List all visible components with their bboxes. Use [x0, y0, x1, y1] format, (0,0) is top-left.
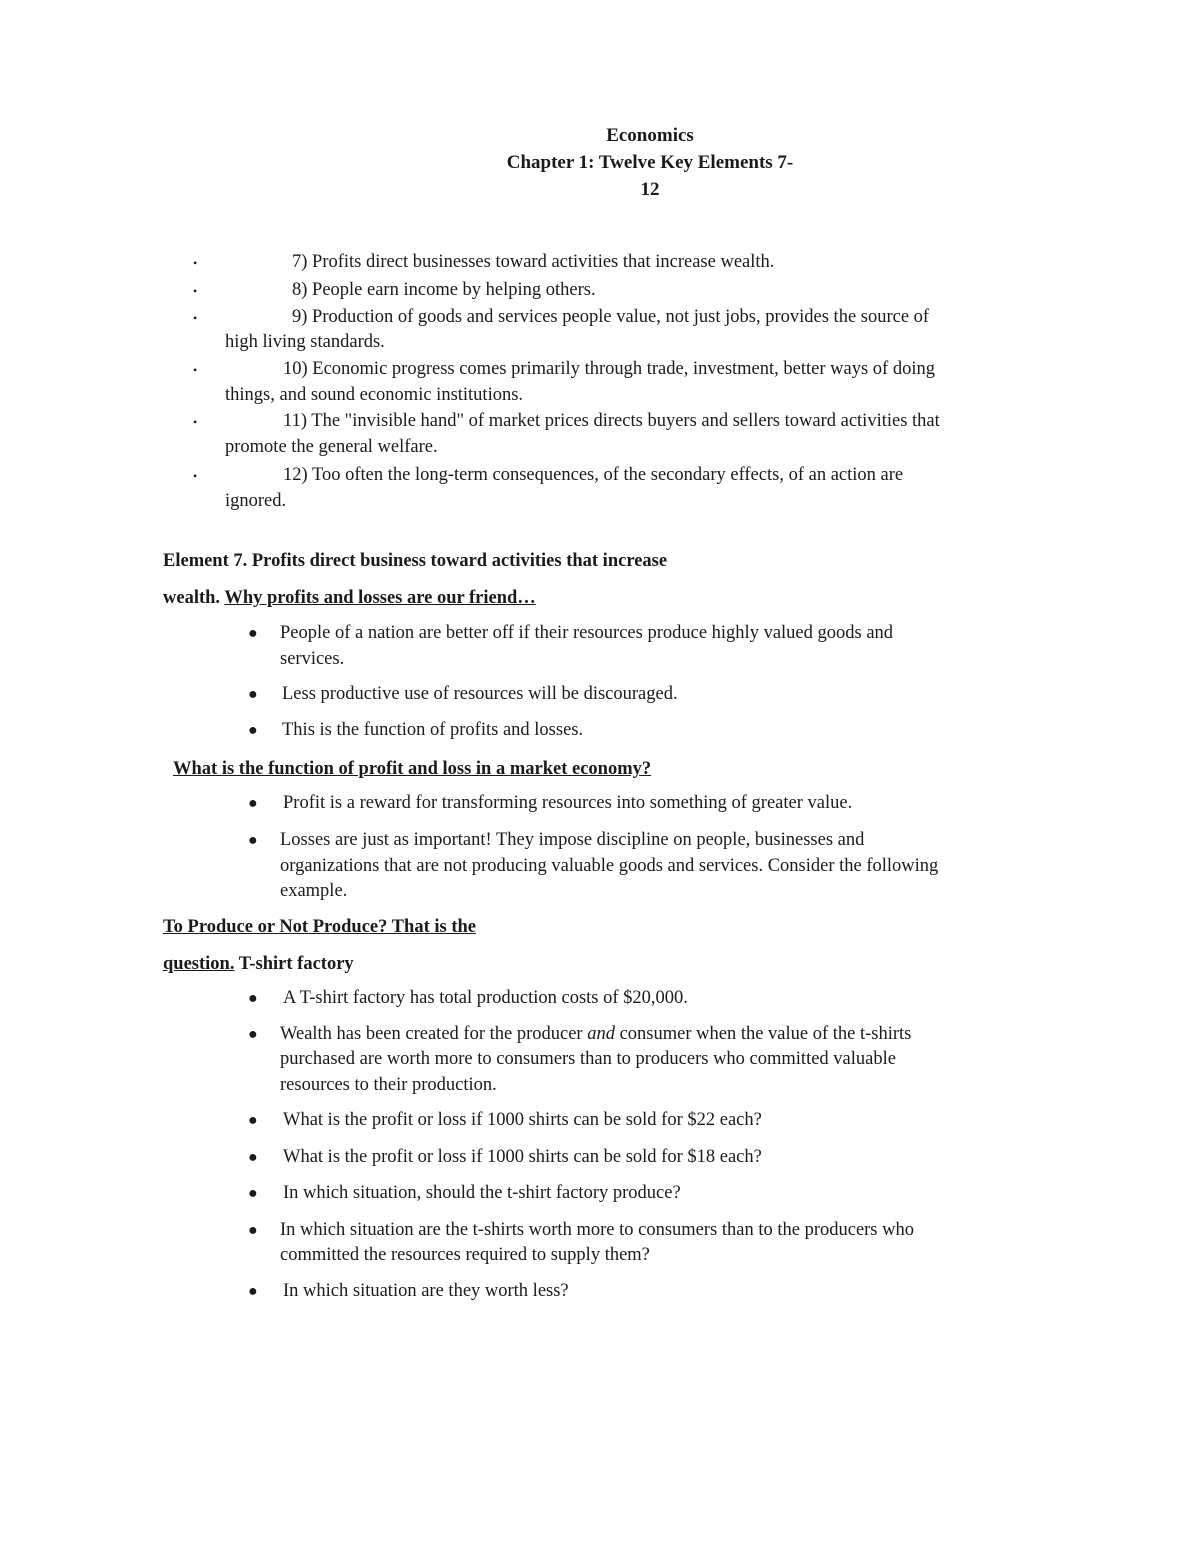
tshirt-heading-subject: T-shirt factory — [238, 954, 354, 974]
bullet-icon: • — [193, 415, 198, 429]
element7-bullet-2: Less productive use of resources will be discouraged. — [282, 684, 678, 704]
key-element-11-continued: promote the general welfare. — [225, 437, 438, 457]
tshirt-bullet-6-continued: committed the resources required to supply them? — [280, 1245, 650, 1265]
bullet-icon: ● — [248, 795, 258, 812]
key-element-11: 11) The "invisible hand" of market prices directs buyers and sellers toward activities that — [283, 411, 940, 431]
function-bullet-2-continued: organizations that are not producing valuable goods and services. Consider the following — [280, 856, 939, 876]
bullet-icon: ● — [248, 1026, 258, 1043]
tshirt-bullet-6: In which situation are the t-shirts worth more to consumers than to the producers who — [280, 1220, 914, 1240]
tshirt-bullet-2 — [280, 1024, 911, 1045]
element7-bullet-1-continued: services. — [280, 649, 345, 669]
tshirt-bullet-2-continued: purchased are worth more to consumers than to producers who committed valuable — [280, 1049, 896, 1069]
bullet-icon: ● — [248, 1112, 258, 1129]
key-element-12-continued: ignored. — [225, 491, 287, 511]
key-element-10: 10) Economic progress comes primarily through trade, investment, better ways of doing — [283, 359, 935, 379]
key-element-8: 8) People earn income by helping others. — [292, 280, 596, 300]
element7-heading-continued — [163, 588, 536, 609]
tshirt-bullet-2-post: consumer when the value of the t-shirts — [614, 1024, 912, 1044]
bullet-icon: ● — [248, 990, 258, 1007]
function-bullet-2-continued: example. — [280, 881, 348, 901]
tshirt-bullet-1: A T-shirt factory has total production costs of $20,000. — [283, 988, 688, 1008]
key-element-9-continued: high living standards. — [225, 332, 385, 352]
bullet-icon: • — [193, 363, 198, 377]
function-bullet-1: Profit is a reward for transforming resources into something of greater value. — [283, 793, 853, 813]
element7-heading-lead: wealth. — [163, 588, 221, 608]
chapter-title-continued: 12 — [640, 179, 660, 200]
bullet-icon: • — [193, 311, 198, 325]
bullet-icon: ● — [248, 1149, 258, 1166]
bullet-icon: ● — [248, 686, 258, 703]
element7-bullet-1: People of a nation are better off if their resources produce highly valued goods and — [280, 623, 894, 643]
document-title: Economics — [606, 125, 694, 146]
bullet-icon: ● — [248, 625, 258, 642]
tshirt-bullet-5: In which situation, should the t-shirt factory produce? — [283, 1183, 681, 1203]
element7-subheading: Why profits and losses are our friend… — [224, 588, 536, 608]
function-bullet-2: Losses are just as important! They impose discipline on people, businesses and — [280, 830, 865, 850]
key-element-10-continued: things, and sound economic institutions. — [225, 385, 524, 405]
tshirt-bullet-4: What is the profit or loss if 1000 shirts can be sold for $18 each? — [283, 1147, 762, 1167]
bullet-icon: • — [193, 469, 198, 483]
tshirt-bullet-2-emphasis: and — [587, 1024, 615, 1044]
bullet-icon: ● — [248, 722, 258, 739]
key-element-12: 12) Too often the long-term consequences, of the secondary effects, of an action are — [283, 465, 904, 485]
key-element-7: 7) Profits direct businesses toward activities that increase wealth. — [292, 252, 775, 272]
bullet-icon: ● — [248, 1185, 258, 1202]
bullet-icon: ● — [248, 1283, 258, 1300]
key-element-9: 9) Production of goods and services people value, not just jobs, provides the source of — [292, 307, 930, 327]
bullet-icon: • — [193, 284, 198, 298]
tshirt-heading-question: question. — [163, 954, 235, 974]
tshirt-bullet-3: What is the profit or loss if 1000 shirts can be sold for $22 each? — [283, 1110, 762, 1130]
bullet-icon: • — [193, 256, 198, 270]
chapter-title: Chapter 1: Twelve Key Elements 7- — [506, 152, 794, 173]
tshirt-heading-continued — [163, 954, 354, 975]
tshirt-heading: To Produce or Not Produce? That is the — [163, 917, 476, 937]
function-heading: What is the function of profit and loss in a market economy? — [173, 759, 652, 779]
bullet-icon: ● — [248, 1222, 258, 1239]
element7-heading: Element 7. Profits direct business toward activities that increase — [163, 551, 668, 571]
element7-bullet-3: This is the function of profits and losses. — [282, 720, 584, 740]
tshirt-bullet-7: In which situation are they worth less? — [283, 1281, 569, 1301]
tshirt-bullet-2-pre: Wealth has been created for the producer — [280, 1024, 588, 1044]
tshirt-bullet-2-continued: resources to their production. — [280, 1075, 497, 1095]
bullet-icon: ● — [248, 832, 258, 849]
